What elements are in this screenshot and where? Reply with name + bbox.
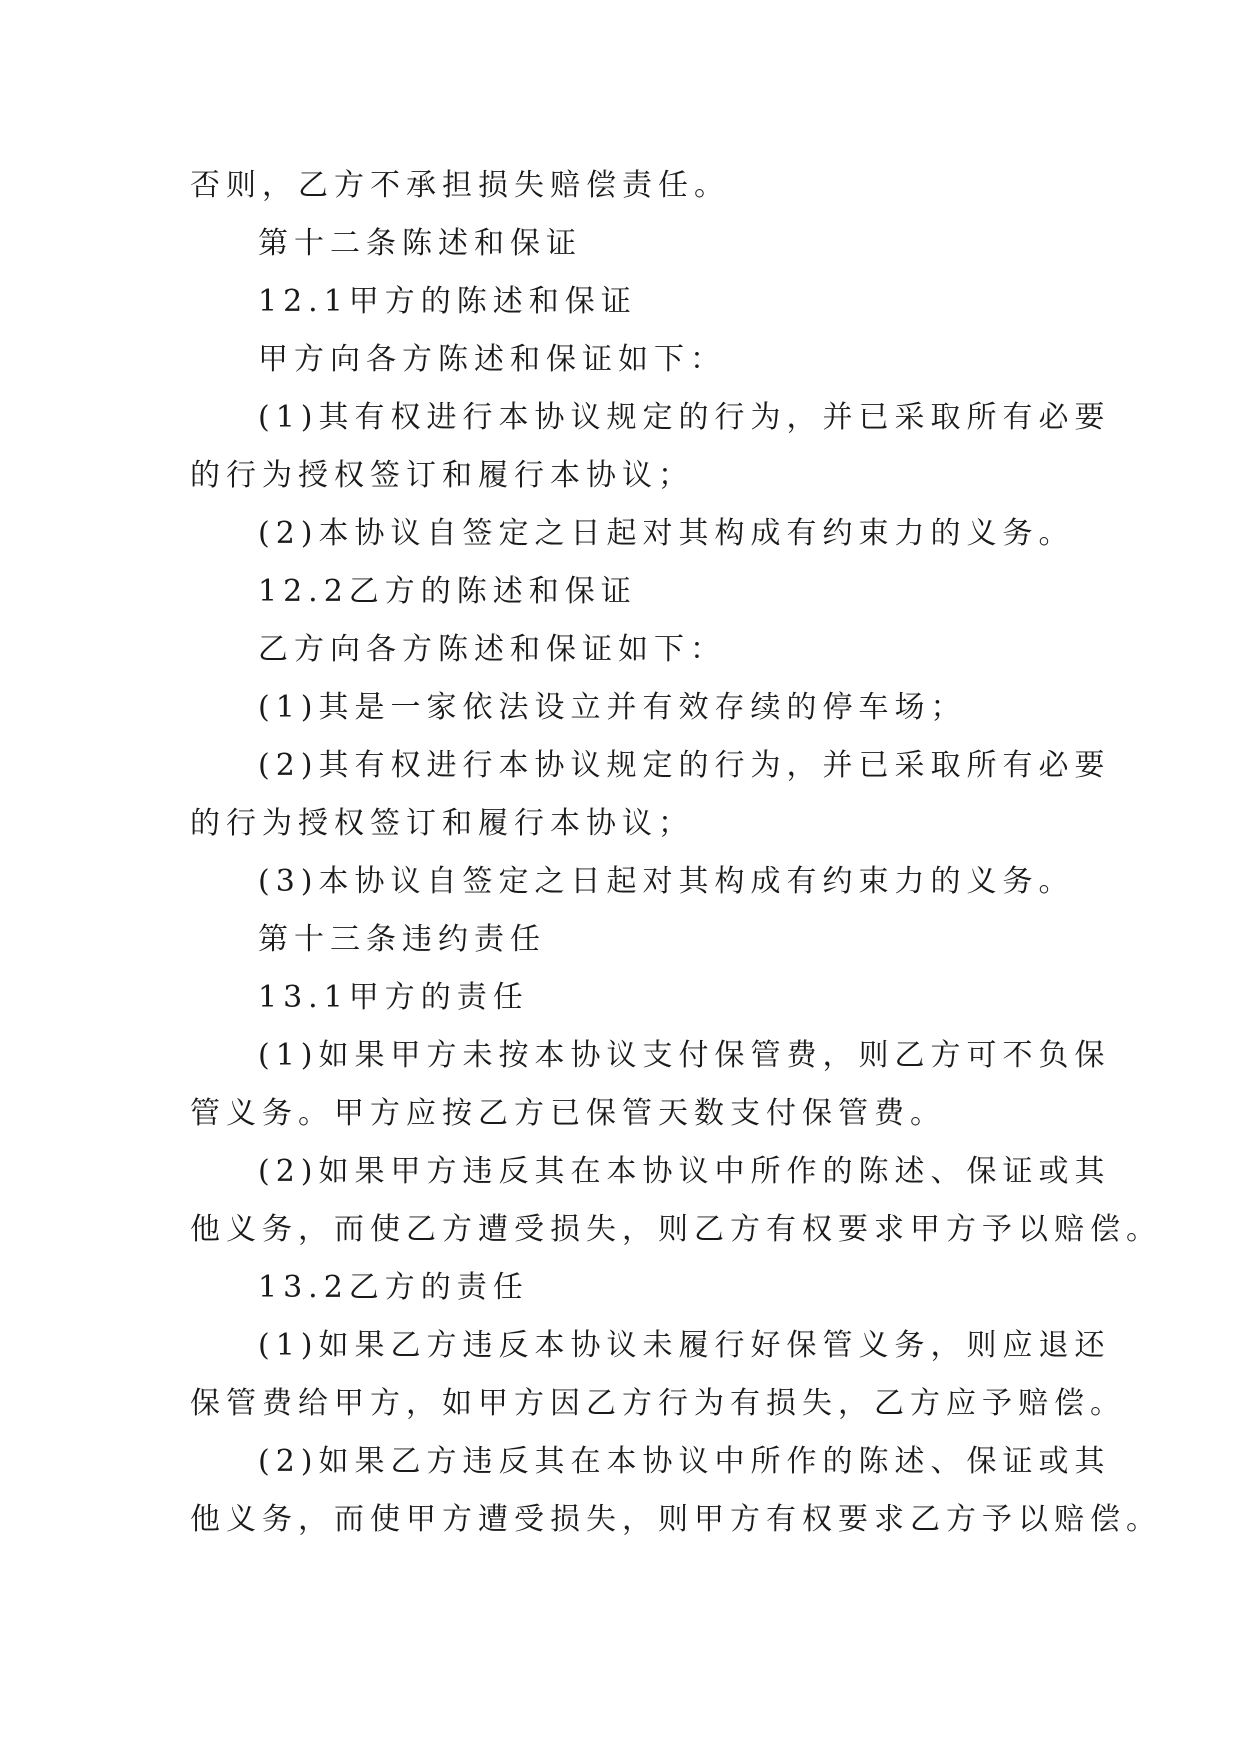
text-line: 甲方向各方陈述和保证如下： <box>258 342 726 377</box>
list-item: (2)其有权进行本协议规定的行为，并已采取所有必要 <box>258 748 1111 783</box>
text-line: 他义务，而使乙方遭受损失，则乙方有权要求甲方予以赔偿。 <box>190 1212 1162 1247</box>
list-item: (3)本协议自签定之日起对其构成有约束力的义务。 <box>258 864 1075 899</box>
text-line: 他义务，而使甲方遭受损失，则甲方有权要求乙方予以赔偿。 <box>190 1502 1162 1537</box>
subsection-heading: 12.2乙方的陈述和保证 <box>258 574 637 609</box>
subsection-heading: 13.1甲方的责任 <box>258 980 529 1015</box>
subsection-heading: 13.2乙方的责任 <box>258 1270 529 1305</box>
list-item: (2)如果甲方违反其在本协议中所作的陈述、保证或其 <box>258 1154 1111 1189</box>
text-line: 的行为授权签订和履行本协议； <box>190 806 694 841</box>
subsection-heading: 12.1甲方的陈述和保证 <box>258 284 637 319</box>
text-line: 管义务。甲方应按乙方已保管天数支付保管费。 <box>190 1096 946 1131</box>
list-item: (1)其有权进行本协议规定的行为，并已采取所有必要 <box>258 400 1111 435</box>
list-item: (2)如果乙方违反其在本协议中所作的陈述、保证或其 <box>258 1444 1111 1479</box>
list-item: (1)如果甲方未按本协议支付保管费，则乙方可不负保 <box>258 1038 1111 1073</box>
text-line: 乙方向各方陈述和保证如下： <box>258 632 726 667</box>
section-heading: 第十三条违约责任 <box>258 922 546 957</box>
list-item: (2)本协议自签定之日起对其构成有约束力的义务。 <box>258 516 1075 551</box>
list-item: (1)其是一家依法设立并有效存续的停车场； <box>258 690 967 725</box>
list-item: (1)如果乙方违反本协议未履行好保管义务，则应退还 <box>258 1328 1111 1363</box>
section-heading: 第十二条陈述和保证 <box>258 226 582 261</box>
text-line: 保管费给甲方，如甲方因乙方行为有损失，乙方应予赔偿。 <box>190 1386 1126 1421</box>
text-line: 否则，乙方不承担损失赔偿责任。 <box>190 168 730 203</box>
text-line: 的行为授权签订和履行本协议； <box>190 458 694 493</box>
